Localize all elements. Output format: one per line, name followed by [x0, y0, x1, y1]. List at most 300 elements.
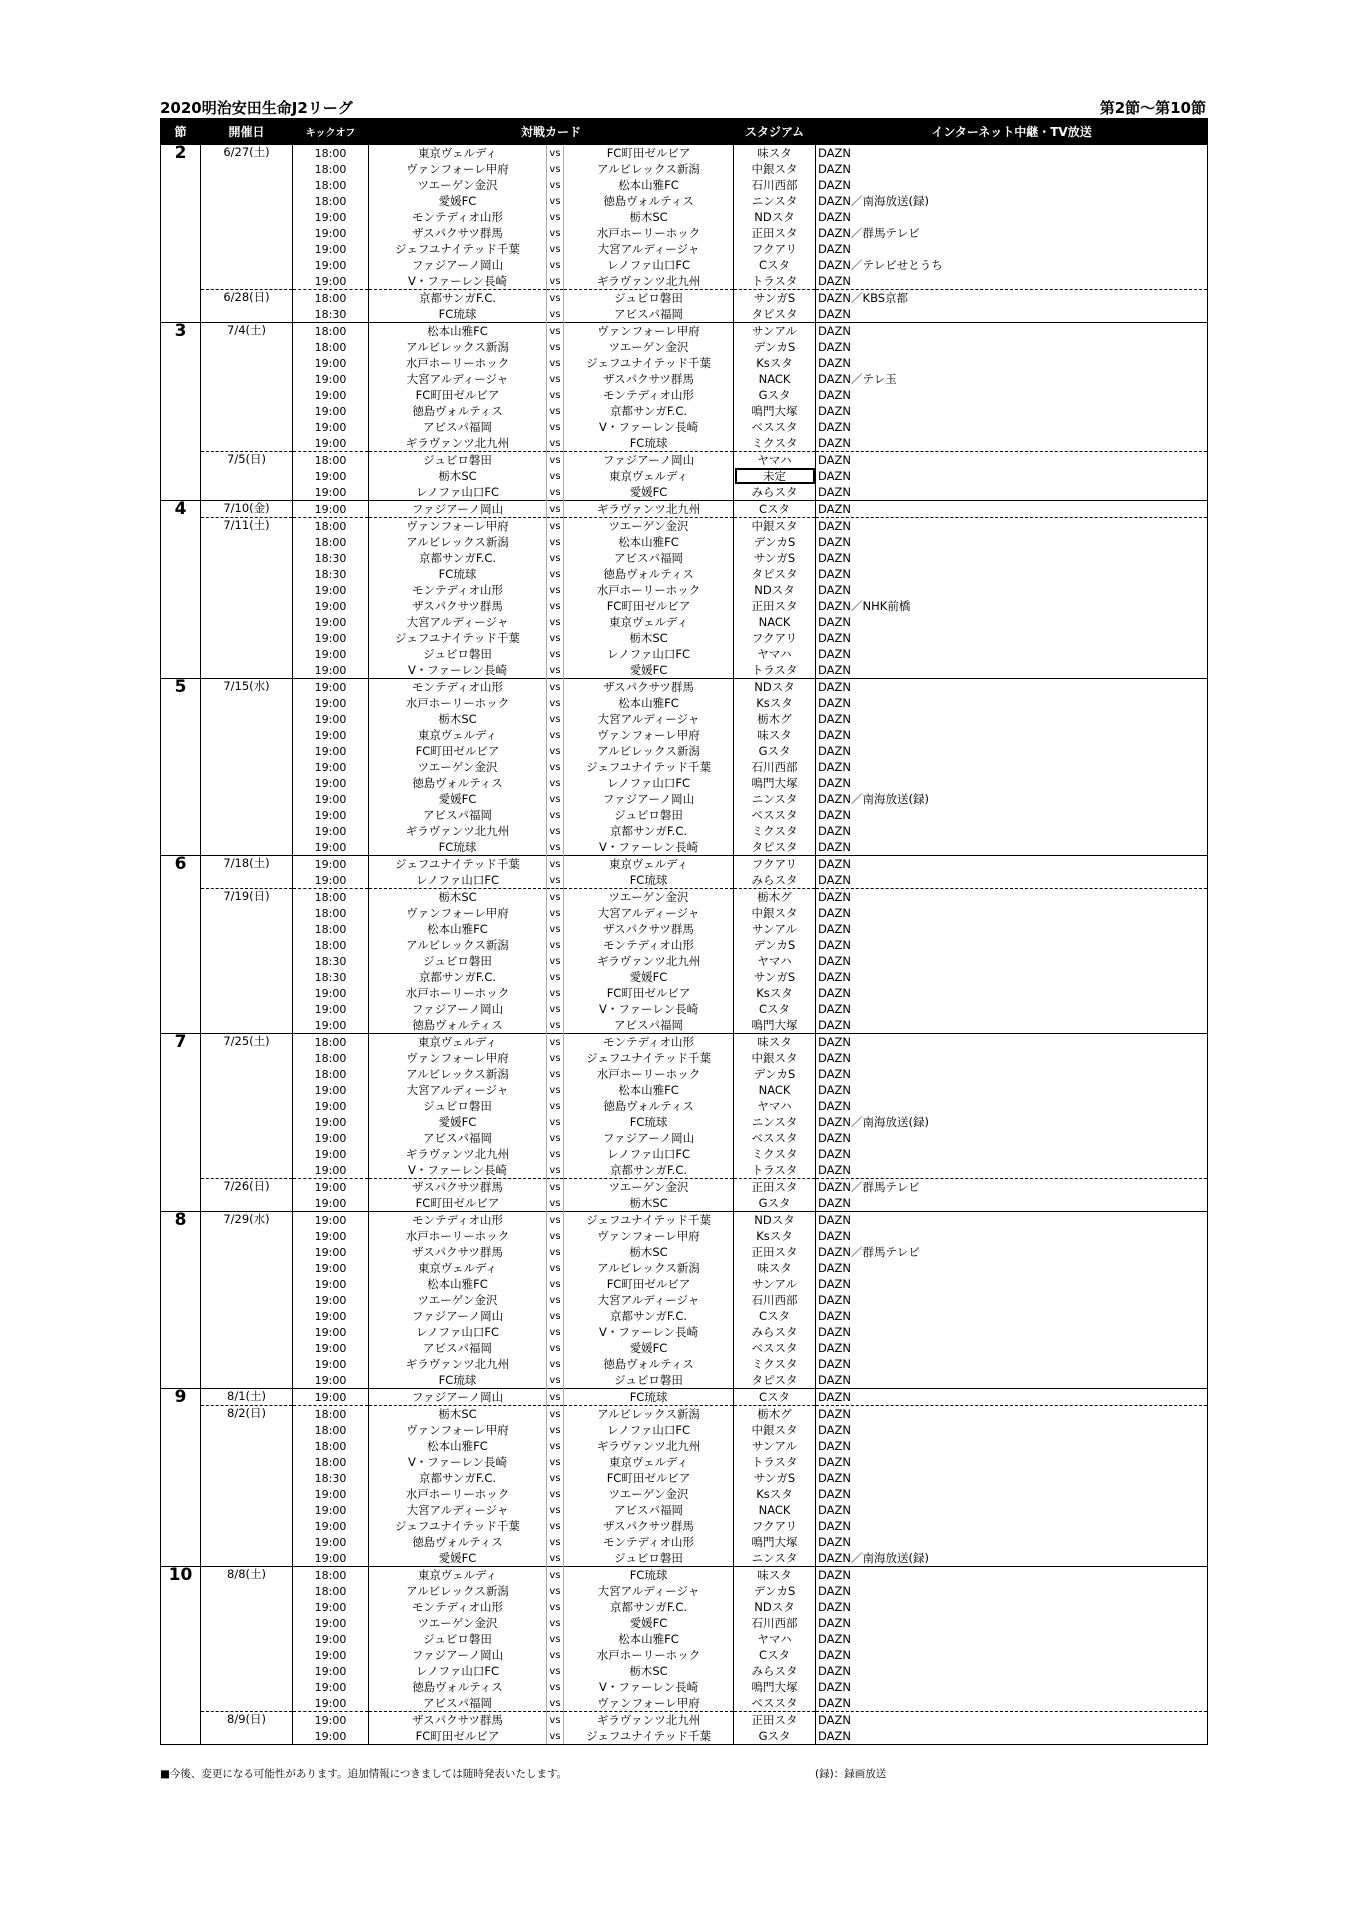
home-team: 東京ヴェルディ	[369, 727, 547, 743]
vs-label: vs	[547, 1422, 564, 1438]
stadium: Cスタ	[734, 1001, 816, 1017]
broadcast: DAZN	[816, 1454, 1208, 1470]
away-team: V・ファーレン長崎	[564, 419, 734, 435]
broadcast: DAZN	[816, 1486, 1208, 1502]
stadium: 栃木グ	[734, 1406, 816, 1423]
stadium: フクアリ	[734, 1518, 816, 1534]
home-team: 栃木SC	[369, 468, 547, 484]
match-row	[161, 1082, 1208, 1098]
vs-label: vs	[547, 1340, 564, 1356]
vs-label: vs	[547, 534, 564, 550]
kickoff-time: 19:00	[293, 743, 369, 759]
broadcast: DAZN	[816, 1082, 1208, 1098]
match-row	[161, 1001, 1208, 1017]
home-team: ジェフユナイテッド千葉	[369, 1518, 547, 1534]
away-team: FC琉球	[564, 1389, 734, 1406]
kickoff-time: 19:00	[293, 209, 369, 225]
stadium: タピスタ	[734, 566, 816, 582]
home-team: モンテディオ山形	[369, 1599, 547, 1615]
legend-note: (録)：録画放送	[815, 1768, 887, 1780]
broadcast: DAZN	[816, 1599, 1208, 1615]
match-row	[161, 775, 1208, 791]
vs-label: vs	[547, 1631, 564, 1647]
match-date: 7/11(土)	[201, 518, 293, 679]
broadcast: DAZN	[816, 1340, 1208, 1356]
match-row	[161, 1066, 1208, 1082]
broadcast: DAZN	[816, 1470, 1208, 1486]
kickoff-time: 19:00	[293, 1308, 369, 1324]
match-date: 7/25(土)	[201, 1034, 293, 1179]
broadcast: DAZN	[816, 387, 1208, 403]
away-team: アビスパ福岡	[564, 550, 734, 566]
vs-label: vs	[547, 823, 564, 839]
match-row	[161, 1728, 1208, 1745]
home-team: FC琉球	[369, 839, 547, 856]
home-team: ツエーゲン金沢	[369, 177, 547, 193]
home-team: 大宮アルディージャ	[369, 371, 547, 387]
match-date: 8/1(土)	[201, 1389, 293, 1406]
home-team: 松本山雅FC	[369, 921, 547, 937]
broadcast: DAZN	[816, 985, 1208, 1001]
broadcast: DAZN	[816, 1276, 1208, 1292]
home-team: ヴァンフォーレ甲府	[369, 1050, 547, 1066]
home-team: 松本山雅FC	[369, 1438, 547, 1454]
stadium: 正田スタ	[734, 1244, 816, 1260]
stadium: みらスタ	[734, 1663, 816, 1679]
away-team: ザスパクサツ群馬	[564, 371, 734, 387]
away-team: 大宮アルディージャ	[564, 1583, 734, 1599]
vs-label: vs	[547, 1082, 564, 1098]
vs-label: vs	[547, 1583, 564, 1599]
match-row	[161, 598, 1208, 614]
broadcast: DAZN／群馬テレビ	[816, 225, 1208, 241]
stadium: 鳴門大塚	[734, 1534, 816, 1550]
broadcast: DAZN	[816, 1162, 1208, 1179]
broadcast: DAZN	[816, 306, 1208, 323]
vs-label: vs	[547, 1712, 564, 1729]
home-team: レノファ山口FC	[369, 1324, 547, 1340]
away-team: アビスパ福岡	[564, 306, 734, 323]
broadcast: DAZN	[816, 582, 1208, 598]
broadcast: DAZN／南海放送(録)	[816, 791, 1208, 807]
away-team: 大宮アルディージャ	[564, 711, 734, 727]
match-row	[161, 403, 1208, 419]
away-team: ファジアーノ岡山	[564, 452, 734, 469]
broadcast: DAZN	[816, 1001, 1208, 1017]
broadcast: DAZN	[816, 161, 1208, 177]
match-row	[161, 1340, 1208, 1356]
vs-label: vs	[547, 177, 564, 193]
section-number: 10	[161, 1567, 201, 1745]
away-team: 水戸ホーリーホック	[564, 225, 734, 241]
home-team: 愛媛FC	[369, 1550, 547, 1567]
vs-label: vs	[547, 598, 564, 614]
kickoff-time: 19:00	[293, 435, 369, 452]
broadcast: DAZN	[816, 1212, 1208, 1229]
stadium: Gスタ	[734, 743, 816, 759]
vs-label: vs	[547, 711, 564, 727]
kickoff-time: 19:00	[293, 1647, 369, 1663]
broadcast: DAZN／南海放送(録)	[816, 1550, 1208, 1567]
home-team: アルビレックス新潟	[369, 937, 547, 953]
match-row	[161, 743, 1208, 759]
match-row	[161, 1534, 1208, 1550]
away-team: V・ファーレン長崎	[564, 839, 734, 856]
match-row	[161, 856, 1208, 873]
kickoff-time: 19:00	[293, 1663, 369, 1679]
home-team: レノファ山口FC	[369, 872, 547, 889]
away-team: 京都サンガF.C.	[564, 1599, 734, 1615]
stadium: ミクスタ	[734, 435, 816, 452]
broadcast: DAZN	[816, 518, 1208, 535]
away-team: FC町田ゼルビア	[564, 598, 734, 614]
section-number: 9	[161, 1389, 201, 1567]
vs-label: vs	[547, 435, 564, 452]
match-row	[161, 1050, 1208, 1066]
match-row	[161, 550, 1208, 566]
broadcast: DAZN	[816, 145, 1208, 162]
vs-label: vs	[547, 1034, 564, 1051]
home-team: 大宮アルディージャ	[369, 1082, 547, 1098]
stadium: 中銀スタ	[734, 161, 816, 177]
away-team: 大宮アルディージャ	[564, 241, 734, 257]
broadcast: DAZN	[816, 679, 1208, 696]
kickoff-time: 18:00	[293, 518, 369, 535]
kickoff-time: 18:30	[293, 969, 369, 985]
kickoff-time: 18:00	[293, 937, 369, 953]
away-team: アビスパ福岡	[564, 1502, 734, 1518]
kickoff-time: 18:00	[293, 161, 369, 177]
vs-label: vs	[547, 759, 564, 775]
vs-label: vs	[547, 872, 564, 889]
kickoff-time: 19:00	[293, 662, 369, 679]
away-team: ファジアーノ岡山	[564, 1130, 734, 1146]
vs-label: vs	[547, 1050, 564, 1066]
kickoff-time: 18:00	[293, 1422, 369, 1438]
stadium: デンカS	[734, 534, 816, 550]
broadcast: DAZN	[816, 1130, 1208, 1146]
home-team: ヴァンフォーレ甲府	[369, 161, 547, 177]
kickoff-time: 18:00	[293, 452, 369, 469]
broadcast: DAZN	[816, 355, 1208, 371]
kickoff-time: 19:00	[293, 241, 369, 257]
broadcast: DAZN	[816, 646, 1208, 662]
vs-label: vs	[547, 614, 564, 630]
away-team: ザスパクサツ群馬	[564, 1518, 734, 1534]
match-row	[161, 1470, 1208, 1486]
stadium: 正田スタ	[734, 225, 816, 241]
home-team: ジュビロ磐田	[369, 1098, 547, 1114]
away-team: ジェフユナイテッド千葉	[564, 759, 734, 775]
home-team: V・ファーレン長崎	[369, 662, 547, 679]
away-team: レノファ山口FC	[564, 1422, 734, 1438]
vs-label: vs	[547, 695, 564, 711]
stadium: ヤマハ	[734, 1631, 816, 1647]
away-team: ツエーゲン金沢	[564, 1486, 734, 1502]
stadium: 中銀スタ	[734, 1422, 816, 1438]
stadium: NDスタ	[734, 209, 816, 225]
stadium: 味スタ	[734, 1034, 816, 1051]
home-team: FC琉球	[369, 566, 547, 582]
match-row	[161, 1679, 1208, 1695]
broadcast: DAZN	[816, 1518, 1208, 1534]
home-team: 徳島ヴォルティス	[369, 403, 547, 419]
home-team: ジュビロ磐田	[369, 646, 547, 662]
stadium: 中銀スタ	[734, 905, 816, 921]
broadcast: DAZN／群馬テレビ	[816, 1244, 1208, 1260]
match-date: 7/15(水)	[201, 679, 293, 856]
stadium: デンカS	[734, 937, 816, 953]
away-team: ジェフユナイテッド千葉	[564, 1050, 734, 1066]
broadcast: DAZN	[816, 823, 1208, 839]
home-team: 京都サンガF.C.	[369, 290, 547, 307]
match-row	[161, 937, 1208, 953]
stadium: 石川西部	[734, 1292, 816, 1308]
match-row	[161, 419, 1208, 435]
home-team: FC町田ゼルビア	[369, 743, 547, 759]
away-team: V・ファーレン長崎	[564, 1324, 734, 1340]
away-team: 栃木SC	[564, 1195, 734, 1212]
vs-label: vs	[547, 1695, 564, 1712]
stadium: ミクスタ	[734, 1356, 816, 1372]
match-row	[161, 468, 1208, 484]
stadium	[734, 468, 816, 484]
match-row	[161, 435, 1208, 452]
kickoff-time: 18:00	[293, 921, 369, 937]
vs-label: vs	[547, 1679, 564, 1695]
stadium: 味スタ	[734, 145, 816, 162]
vs-label: vs	[547, 1179, 564, 1196]
match-row	[161, 273, 1208, 290]
home-team: 水戸ホーリーホック	[369, 1486, 547, 1502]
kickoff-time: 19:00	[293, 985, 369, 1001]
section-number: 7	[161, 1034, 201, 1212]
vs-label: vs	[547, 953, 564, 969]
home-team: ツエーゲン金沢	[369, 759, 547, 775]
kickoff-time: 19:00	[293, 1356, 369, 1372]
vs-label: vs	[547, 1550, 564, 1567]
away-team: 栃木SC	[564, 1244, 734, 1260]
home-team: アルビレックス新潟	[369, 1583, 547, 1599]
match-row	[161, 1454, 1208, 1470]
match-row	[161, 1244, 1208, 1260]
kickoff-time: 19:00	[293, 856, 369, 873]
stadium: Cスタ	[734, 501, 816, 518]
match-row	[161, 1179, 1208, 1196]
broadcast: DAZN	[816, 614, 1208, 630]
home-team: 京都サンガF.C.	[369, 969, 547, 985]
match-row	[161, 582, 1208, 598]
stadium: フクアリ	[734, 241, 816, 257]
kickoff-time: 19:00	[293, 727, 369, 743]
match-row	[161, 953, 1208, 969]
away-team: アルビレックス新潟	[564, 1260, 734, 1276]
home-team: 徳島ヴォルティス	[369, 1534, 547, 1550]
match-row	[161, 1146, 1208, 1162]
away-team: FC町田ゼルビア	[564, 985, 734, 1001]
home-team: ツエーゲン金沢	[369, 1615, 547, 1631]
match-row	[161, 630, 1208, 646]
vs-label: vs	[547, 1162, 564, 1179]
stadium: デンカS	[734, 1583, 816, 1599]
home-team: アビスパ福岡	[369, 419, 547, 435]
match-row	[161, 1162, 1208, 1179]
round-range: 第2節～第10節	[1099, 99, 1206, 117]
kickoff-time: 18:00	[293, 1034, 369, 1051]
broadcast: DAZN	[816, 452, 1208, 469]
vs-label: vs	[547, 419, 564, 435]
vs-label: vs	[547, 582, 564, 598]
broadcast: DAZN／テレビせとうち	[816, 257, 1208, 273]
vs-label: vs	[547, 452, 564, 469]
home-team: ギラヴァンツ北九州	[369, 823, 547, 839]
match-row	[161, 1663, 1208, 1679]
schedule-body	[161, 145, 1208, 1745]
stadium: NACK	[734, 1502, 816, 1518]
vs-label: vs	[547, 1518, 564, 1534]
kickoff-time: 19:00	[293, 387, 369, 403]
match-row	[161, 534, 1208, 550]
stadium: 石川西部	[734, 759, 816, 775]
stadium: Ksスタ	[734, 1228, 816, 1244]
match-row	[161, 355, 1208, 371]
broadcast: DAZN	[816, 419, 1208, 435]
home-team: ジェフユナイテッド千葉	[369, 630, 547, 646]
home-team: ファジアーノ岡山	[369, 1647, 547, 1663]
kickoff-time: 19:00	[293, 1340, 369, 1356]
match-row	[161, 1631, 1208, 1647]
match-row	[161, 1114, 1208, 1130]
home-team: 東京ヴェルディ	[369, 145, 547, 162]
home-team: モンテディオ山形	[369, 1212, 547, 1229]
match-row	[161, 1518, 1208, 1534]
away-team: 松本山雅FC	[564, 534, 734, 550]
vs-label: vs	[547, 1260, 564, 1276]
away-team: 栃木SC	[564, 209, 734, 225]
home-team: アビスパ福岡	[369, 1695, 547, 1712]
vs-label: vs	[547, 468, 564, 484]
home-team: 愛媛FC	[369, 791, 547, 807]
vs-label: vs	[547, 937, 564, 953]
away-team: 水戸ホーリーホック	[564, 582, 734, 598]
kickoff-time: 18:00	[293, 1567, 369, 1584]
match-date: 7/5(日)	[201, 452, 293, 501]
stadium: NDスタ	[734, 1599, 816, 1615]
match-row	[161, 1324, 1208, 1340]
match-row	[161, 1389, 1208, 1406]
kickoff-time: 18:00	[293, 177, 369, 193]
broadcast: DAZN	[816, 889, 1208, 906]
kickoff-time: 18:00	[293, 1583, 369, 1599]
broadcast: DAZN	[816, 1663, 1208, 1679]
broadcast: DAZN／テレ玉	[816, 371, 1208, 387]
home-team: 愛媛FC	[369, 1114, 547, 1130]
match-row	[161, 518, 1208, 535]
kickoff-time: 19:00	[293, 1260, 369, 1276]
broadcast: DAZN	[816, 695, 1208, 711]
home-team: 水戸ホーリーホック	[369, 695, 547, 711]
away-team: ヴァンフォーレ甲府	[564, 323, 734, 340]
vs-label: vs	[547, 630, 564, 646]
match-row	[161, 614, 1208, 630]
broadcast: DAZN	[816, 1583, 1208, 1599]
away-team: ヴァンフォーレ甲府	[564, 1228, 734, 1244]
broadcast: DAZN	[816, 1567, 1208, 1584]
stadium: ベススタ	[734, 1130, 816, 1146]
stadium: ヤマハ	[734, 646, 816, 662]
broadcast: DAZN	[816, 775, 1208, 791]
vs-label: vs	[547, 566, 564, 582]
stadium: NDスタ	[734, 679, 816, 696]
kickoff-time: 19:00	[293, 839, 369, 856]
stadium: ベススタ	[734, 807, 816, 823]
away-team: ジェフユナイテッド千葉	[564, 1728, 734, 1745]
vs-label: vs	[547, 856, 564, 873]
vs-label: vs	[547, 355, 564, 371]
home-team: 京都サンガF.C.	[369, 1470, 547, 1486]
away-team: 愛媛FC	[564, 484, 734, 501]
kickoff-time: 19:00	[293, 582, 369, 598]
stadium: みらスタ	[734, 484, 816, 501]
home-team: 徳島ヴォルティス	[369, 775, 547, 791]
match-row	[161, 727, 1208, 743]
away-team: レノファ山口FC	[564, 646, 734, 662]
away-team: ギラヴァンツ北九州	[564, 273, 734, 290]
away-team: アルビレックス新潟	[564, 1406, 734, 1423]
stadium: みらスタ	[734, 872, 816, 889]
stadium: Gスタ	[734, 387, 816, 403]
stadium: サンガS	[734, 969, 816, 985]
kickoff-time: 18:30	[293, 1470, 369, 1486]
vs-label: vs	[547, 743, 564, 759]
vs-label: vs	[547, 646, 564, 662]
schedule-table	[160, 118, 1208, 1745]
stadium: ニンスタ	[734, 1114, 816, 1130]
match-row	[161, 339, 1208, 355]
vs-label: vs	[547, 969, 564, 985]
stadium: みらスタ	[734, 1324, 816, 1340]
vs-label: vs	[547, 889, 564, 906]
vs-label: vs	[547, 985, 564, 1001]
vs-label: vs	[547, 145, 564, 162]
kickoff-time: 19:00	[293, 1324, 369, 1340]
broadcast: DAZN	[816, 1679, 1208, 1695]
broadcast: DAZN	[816, 953, 1208, 969]
home-team: ファジアーノ岡山	[369, 257, 547, 273]
away-team: 水戸ホーリーホック	[564, 1647, 734, 1663]
kickoff-time: 19:00	[293, 1679, 369, 1695]
match-row	[161, 1438, 1208, 1454]
broadcast: DAZN	[816, 484, 1208, 501]
vs-label: vs	[547, 306, 564, 323]
vs-label: vs	[547, 371, 564, 387]
away-team: 松本山雅FC	[564, 1631, 734, 1647]
home-team: ファジアーノ岡山	[369, 1001, 547, 1017]
kickoff-time: 19:00	[293, 1518, 369, 1534]
stadium-tbd: 未定	[735, 468, 815, 484]
match-row	[161, 161, 1208, 177]
match-date: 8/9(日)	[201, 1712, 293, 1745]
home-team: 愛媛FC	[369, 193, 547, 209]
home-team: モンテディオ山形	[369, 679, 547, 696]
away-team: 大宮アルディージャ	[564, 905, 734, 921]
vs-label: vs	[547, 257, 564, 273]
home-team: ファジアーノ岡山	[369, 1308, 547, 1324]
kickoff-time: 19:00	[293, 1114, 369, 1130]
kickoff-time: 19:00	[293, 419, 369, 435]
kickoff-time: 19:00	[293, 1728, 369, 1745]
home-team: ファジアーノ岡山	[369, 501, 547, 518]
